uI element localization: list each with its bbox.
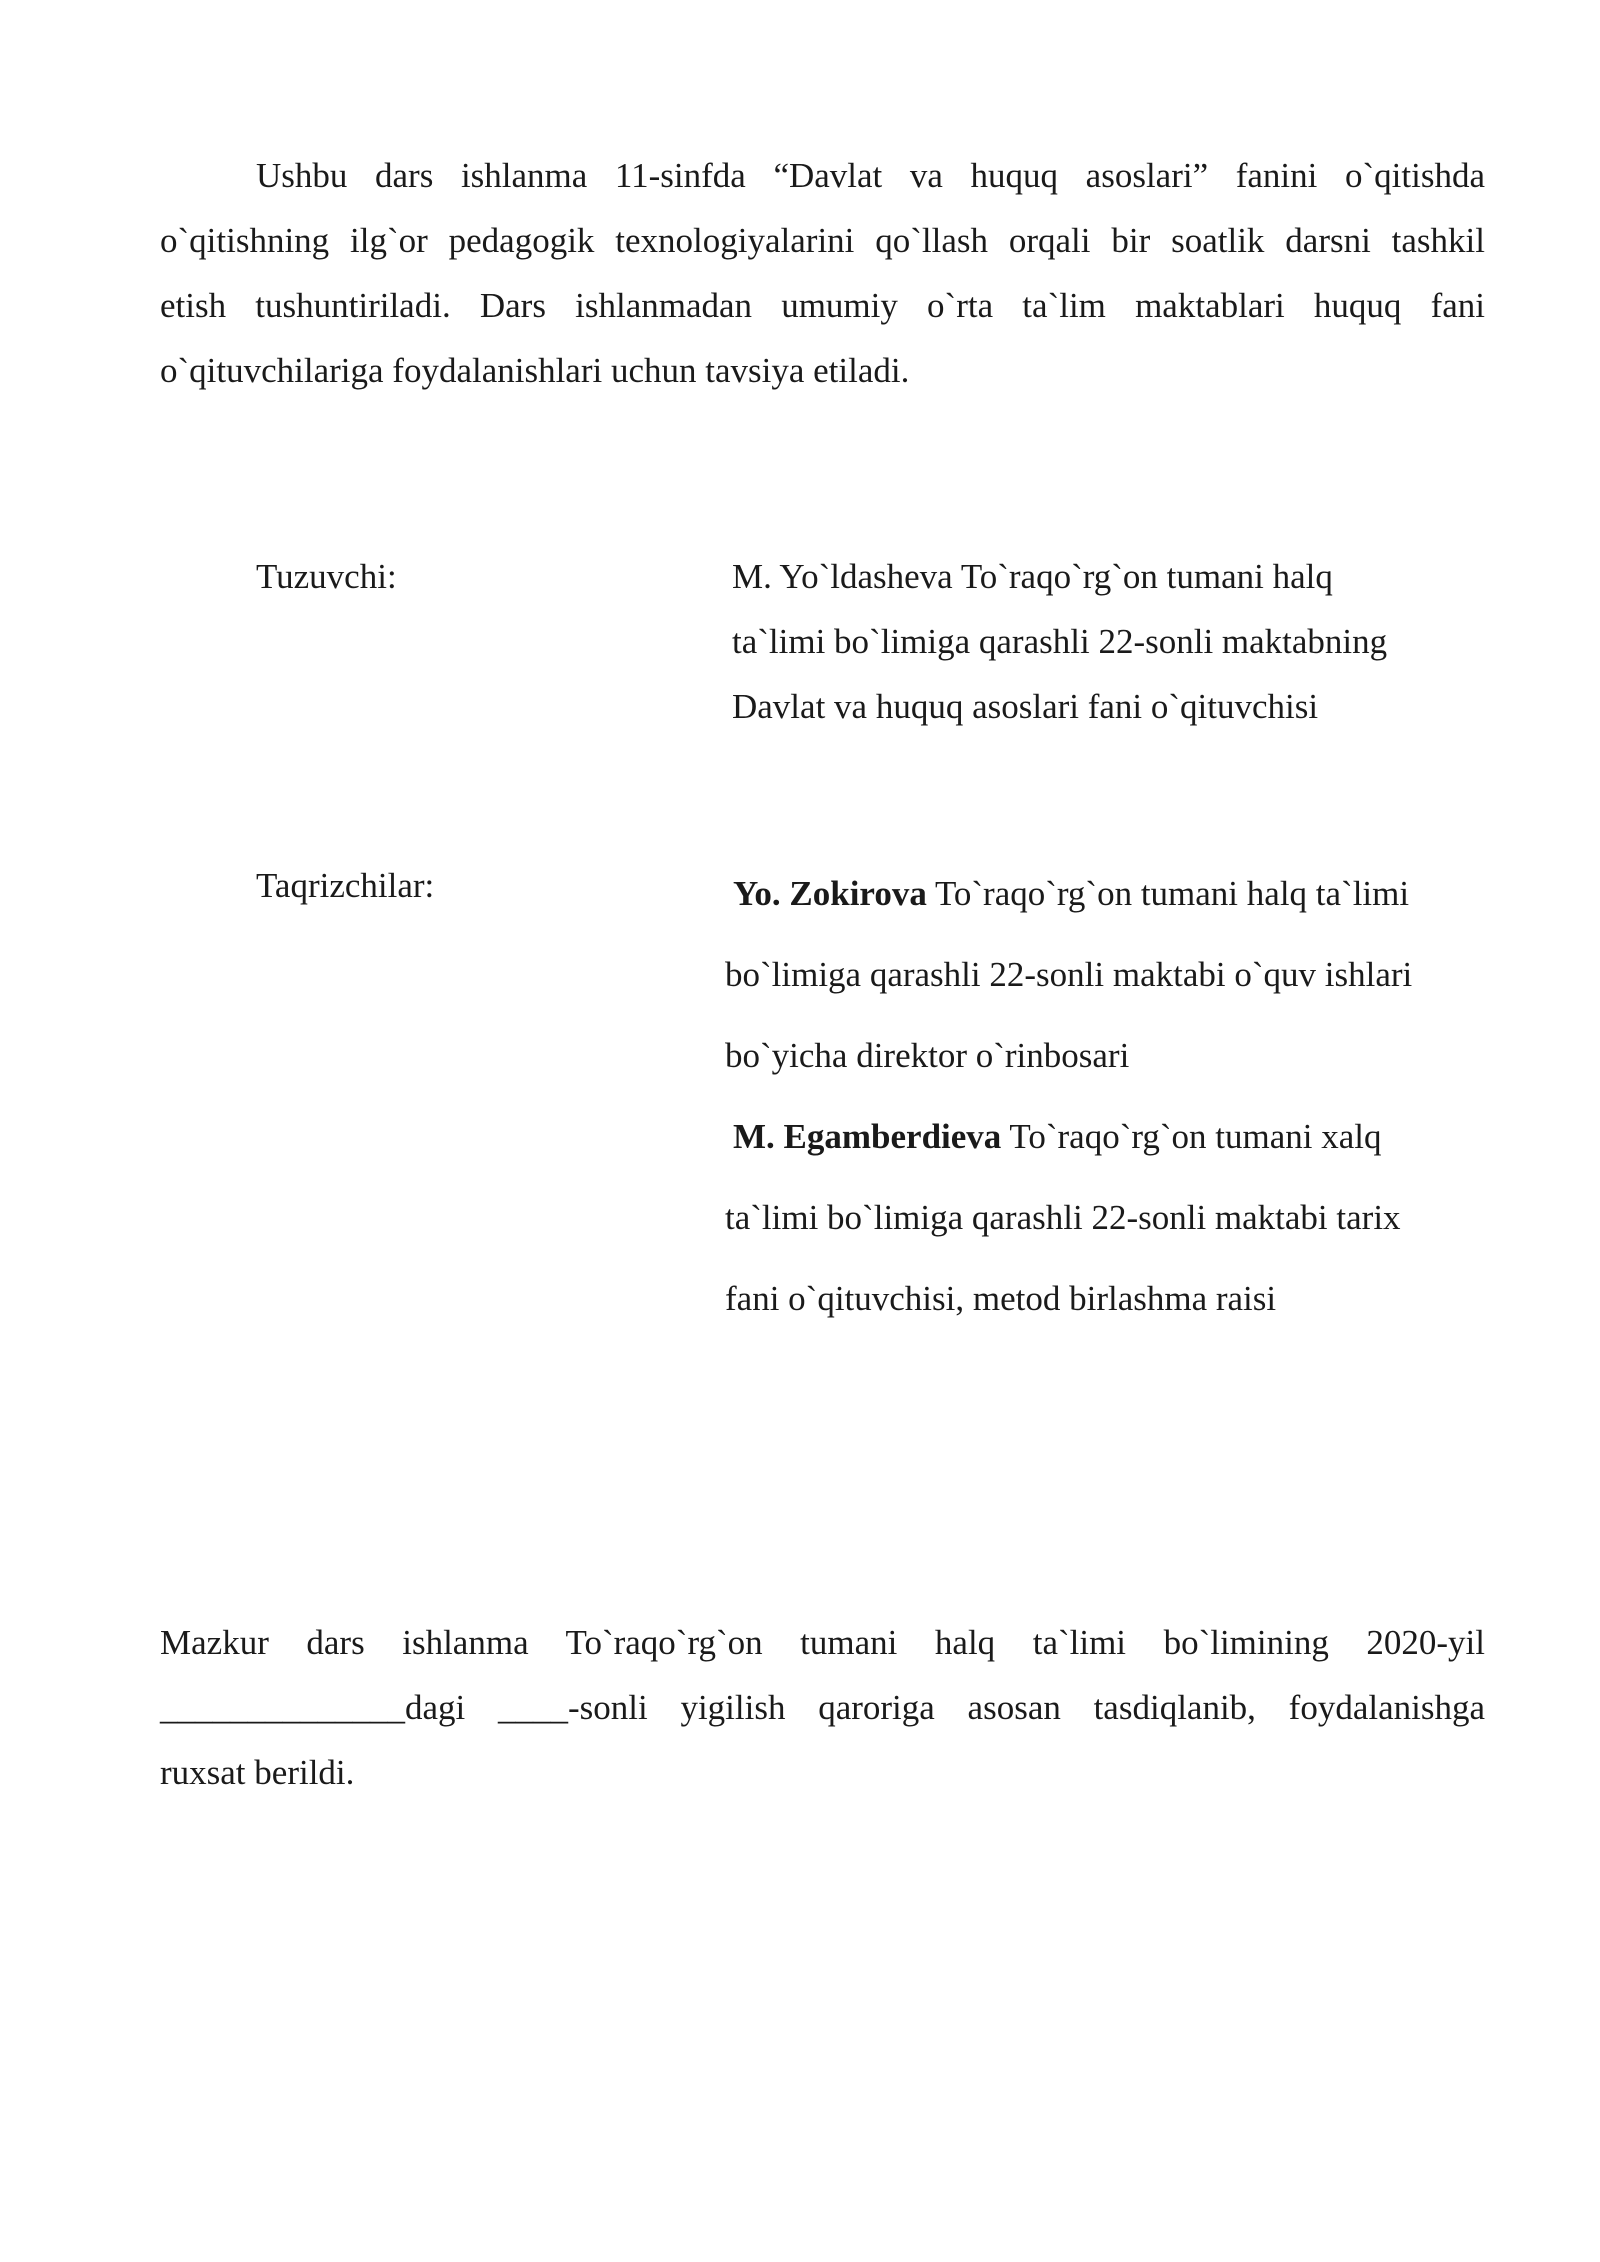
reviewer-2-line-1: [725, 1096, 1495, 1177]
reviewers-info: [725, 853, 1495, 1339]
intro-line-4: o`qituvchilariga foydalanishlari uchun tavsiya etiladi.: [160, 351, 910, 390]
intro-line-2: o`qitishning ilg`or pedagogik texnologiyalarini qo`llash orqali bir soatlik darsni tashkil: [160, 221, 1485, 260]
reviewer-2-name: M. Egamberdieva: [733, 1117, 1002, 1156]
reviewer-2-line-1-text: To`raqo`rg`on tumani xalq: [1001, 1117, 1382, 1156]
author-line-1: M. Yo`ldasheva To`raqo`rg`on tumani halq: [732, 557, 1333, 596]
reviewer-2-line-3: fani o`qituvchisi, metod birlashma raisi: [725, 1279, 1277, 1318]
intro-line-3: etish tushuntiriladi. Dars ishlanmadan umumiy o`rta ta`lim maktablari huquq fani: [160, 286, 1485, 325]
approval-paragraph: [160, 1610, 1485, 1805]
reviewer-1-line-3: bo`yicha direktor o`rinbosari: [725, 1036, 1130, 1075]
author-label: Tuzuvchi:: [256, 557, 397, 596]
reviewers-label: Taqrizchilar:: [256, 866, 435, 905]
intro-paragraph: [160, 143, 1485, 403]
reviewer-1-line-1: [725, 853, 1495, 934]
intro-line-1: Ushbu dars ishlanma 11-sinfda “Davlat va huquq asoslari” fanini o`qitishda: [256, 156, 1485, 195]
approval-line-1: Mazkur dars ishlanma To`raqo`rg`on tumani halq ta`limi bo`limining 2020-yil: [160, 1623, 1485, 1662]
author-info: [732, 544, 1492, 739]
approval-line-3: ruxsat berildi.: [160, 1753, 355, 1792]
approval-line-2: ______________dagi ____-sonli yigilish qaroriga asosan tasdiqlanib, foydalanishga: [160, 1688, 1485, 1727]
reviewer-1-name: Yo. Zokirova: [733, 874, 927, 913]
author-line-2: ta`limi bo`limiga qarashli 22-sonli maktabning: [732, 622, 1388, 661]
author-line-3: Davlat va huquq asoslari fani o`qituvchisi: [732, 687, 1319, 726]
reviewer-2-line-2: ta`limi bo`limiga qarashli 22-sonli maktabi tarix: [725, 1198, 1401, 1237]
reviewer-1-line-1-text: To`raqo`rg`on tumani halq ta`limi: [926, 874, 1410, 913]
reviewer-1-line-2: bo`limiga qarashli 22-sonli maktabi o`quv ishlari: [725, 955, 1413, 994]
